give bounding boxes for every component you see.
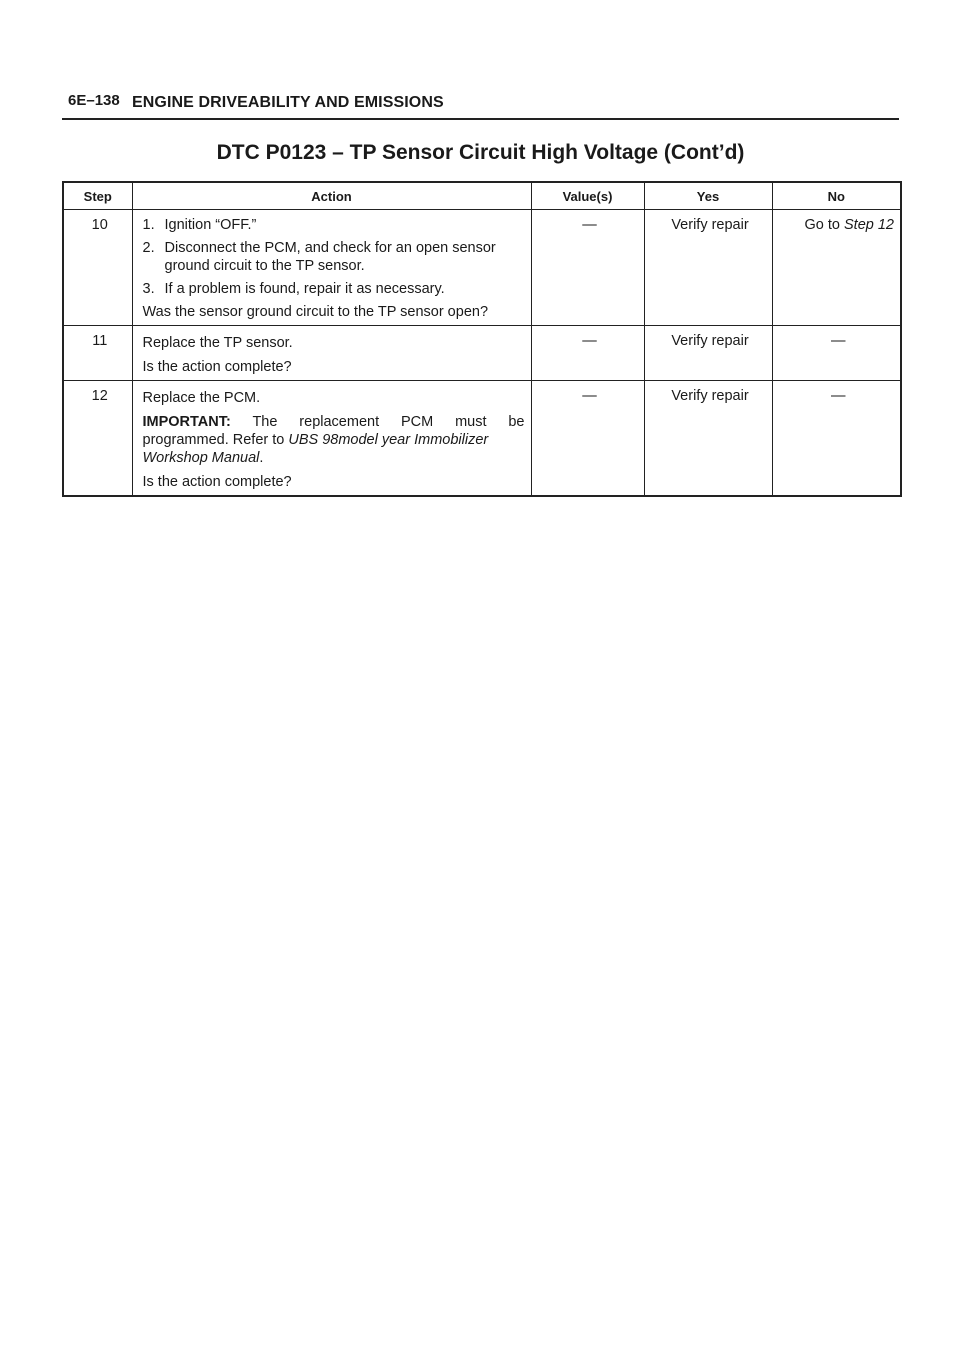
action-text: Replace the PCM. <box>142 390 261 406</box>
question-text: Was the sensor ground circuit to the TP sensor open? <box>142 304 489 320</box>
table-row <box>63 210 901 326</box>
document-title: DTC P0123 – TP Sensor Circuit High Voltage (Cont’d) <box>216 141 745 164</box>
diagnostic-table <box>62 181 902 497</box>
action-cell <box>132 381 531 497</box>
table-header-row <box>63 182 901 210</box>
value-cell: — <box>531 381 644 497</box>
column-header-values: Value(s) <box>531 182 644 210</box>
list-item-text: Ignition “OFF.” <box>164 217 257 233</box>
column-header-step: Step <box>63 182 132 210</box>
action-cell <box>132 210 531 326</box>
action-cell <box>132 326 531 381</box>
important-label: IMPORTANT: <box>142 414 231 430</box>
list-item-number: 1. <box>142 217 155 233</box>
no-cell: — <box>772 381 901 497</box>
step-number: 11 <box>63 326 132 381</box>
table-row <box>63 326 901 381</box>
column-header-action: Action <box>132 182 531 210</box>
important-text: The replacement PCM must be <box>230 414 525 430</box>
step-number: 10 <box>63 210 132 326</box>
question-text: Is the action complete? <box>142 474 292 490</box>
page-header <box>62 86 899 120</box>
yes-cell: Verify repair <box>644 326 772 381</box>
value-cell: — <box>531 326 644 381</box>
list-item <box>143 216 525 234</box>
section-title: ENGINE DRIVEABILITY AND EMISSIONS <box>132 94 444 111</box>
question-text: Is the action complete? <box>142 359 292 375</box>
value-cell: — <box>531 210 644 326</box>
list-item-text: If a problem is found, repair it as necessary. <box>164 281 445 297</box>
manual-reference: UBS 98model year Immobilizer Workshop Manual <box>142 432 489 466</box>
action-text: Replace the TP sensor. <box>142 335 293 351</box>
no-cell <box>772 210 901 326</box>
no-prefix: Go to <box>804 217 844 233</box>
no-cell: — <box>772 326 901 381</box>
yes-cell: Verify repair <box>644 381 772 497</box>
column-header-no: No <box>772 182 901 210</box>
list-item-number: 3. <box>142 281 155 297</box>
column-header-yes: Yes <box>644 182 772 210</box>
important-note <box>143 413 525 467</box>
yes-cell: Verify repair <box>644 210 772 326</box>
list-item-number: 2. <box>142 240 155 256</box>
page-number: 6E–138 <box>68 92 120 109</box>
important-text: programmed. Refer to <box>142 432 289 448</box>
table-row <box>63 381 901 497</box>
important-end: . <box>259 450 264 466</box>
step-reference: Step 12 <box>844 217 894 233</box>
list-item-text: Disconnect the PCM, and check for an open sensor ground circuit to the TP sensor. <box>164 240 496 274</box>
step-number: 12 <box>63 381 132 497</box>
list-item <box>143 239 525 275</box>
important-note-line <box>143 413 525 431</box>
list-item <box>143 280 525 298</box>
